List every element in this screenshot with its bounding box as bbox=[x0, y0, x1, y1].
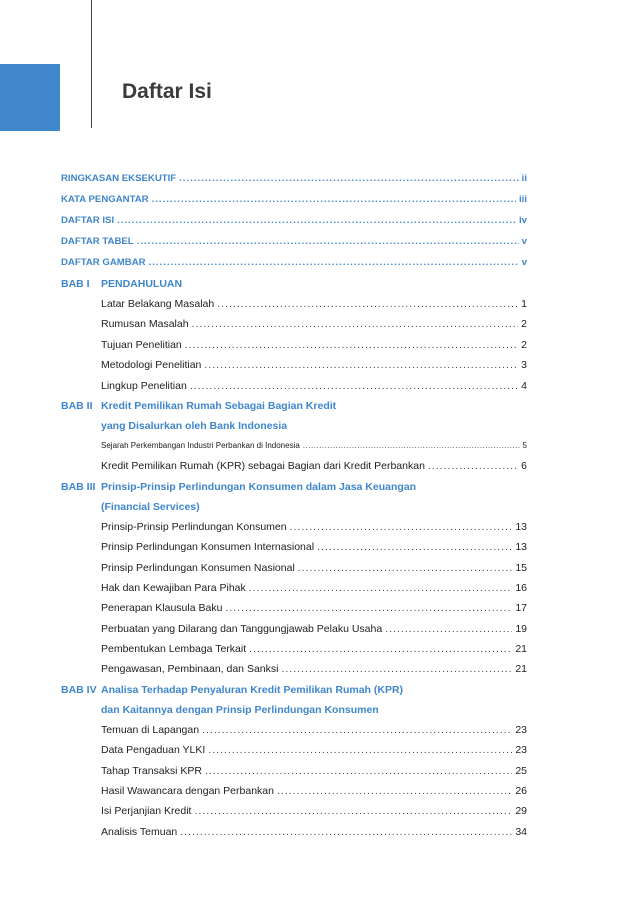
dot-leader bbox=[277, 784, 512, 798]
chapter-title: dan Kaitannya dengan Prinsip Perlindungan Konsumen bbox=[101, 703, 379, 716]
toc-section[interactable] bbox=[61, 317, 527, 337]
toc-section[interactable] bbox=[61, 622, 527, 642]
dot-leader bbox=[303, 439, 520, 453]
toc-section-page: 23 bbox=[515, 723, 527, 736]
dot-leader bbox=[204, 358, 518, 372]
toc-section[interactable] bbox=[61, 804, 527, 824]
toc-entry-label: RINGKASAN EKSEKUTIF bbox=[61, 173, 177, 184]
chapter-heading-bab-3[interactable] bbox=[61, 480, 527, 500]
toc-section-page: 23 bbox=[515, 744, 527, 757]
toc-section-page: 15 bbox=[515, 561, 527, 574]
toc-section-label: Pengawasan, Pembinaan, dan Sanksi bbox=[101, 663, 279, 676]
dot-leader bbox=[179, 172, 519, 186]
dot-leader bbox=[117, 214, 516, 228]
toc-section[interactable] bbox=[61, 743, 527, 763]
dot-leader bbox=[317, 540, 512, 554]
dot-leader bbox=[249, 642, 512, 656]
toc-section-label: Kredit Pemilikan Rumah (KPR) sebagai Bagian dari Kredit Perbankan bbox=[101, 460, 425, 473]
toc-section-page: 29 bbox=[515, 805, 527, 818]
toc-entry-label: DAFTAR ISI bbox=[61, 215, 115, 226]
toc-section-page: 17 bbox=[515, 602, 527, 615]
toc-entry-page: iii bbox=[519, 194, 527, 205]
toc-section-page: 13 bbox=[515, 520, 527, 533]
header-divider-line bbox=[91, 0, 92, 128]
dot-leader bbox=[225, 601, 512, 615]
toc-entry-page: iv bbox=[518, 215, 527, 226]
toc-section-label: Tahap Transaksi KPR bbox=[101, 764, 202, 777]
toc-section-label: Rumusan Masalah bbox=[101, 318, 189, 331]
chapter-title: (Financial Services) bbox=[101, 500, 200, 513]
toc-section-label: Isi Perjanjian Kredit bbox=[101, 805, 192, 818]
dot-leader bbox=[192, 317, 519, 331]
toc-section[interactable] bbox=[61, 825, 527, 845]
chapter-title-continued bbox=[61, 703, 527, 723]
toc-section-page: 1 bbox=[521, 298, 527, 310]
toc-entry-kata-pengantar[interactable] bbox=[61, 193, 527, 214]
dot-leader bbox=[281, 662, 512, 676]
toc-section[interactable] bbox=[61, 561, 527, 581]
dot-leader bbox=[194, 804, 512, 818]
toc-section-label: Perbuatan yang Dilarang dan Tanggungjawab Pelaku Usaha bbox=[101, 622, 383, 635]
chapter-title: Kredit Pemilikan Rumah Sebagai Bagian Kredit bbox=[101, 399, 337, 412]
dot-leader bbox=[137, 235, 519, 249]
toc-section-label: Prinsip Perlindungan Konsumen Nasional bbox=[101, 561, 295, 574]
toc-section-label: Metodologi Penelitian bbox=[101, 359, 202, 372]
toc-section-label: Tujuan Penelitian bbox=[101, 338, 182, 351]
chapter-heading-bab-1[interactable] bbox=[61, 277, 527, 297]
toc-section-page: 3 bbox=[521, 359, 527, 372]
dot-leader bbox=[149, 256, 519, 270]
toc-section[interactable] bbox=[61, 601, 527, 621]
toc-section-page: 4 bbox=[521, 379, 527, 392]
toc-section-label: Temuan di Lapangan bbox=[101, 723, 200, 736]
toc-section-label: Hak dan Kewajiban Para Pihak bbox=[101, 581, 246, 594]
dot-leader bbox=[298, 561, 513, 575]
toc-section[interactable] bbox=[61, 784, 527, 804]
table-of-contents bbox=[61, 172, 527, 845]
toc-section-label: Prinsip Perlindungan Konsumen Internasional bbox=[101, 541, 315, 554]
toc-section[interactable] bbox=[61, 338, 527, 358]
toc-section-label: Penerapan Klausula Baku bbox=[101, 602, 223, 615]
toc-section-page: 16 bbox=[515, 581, 527, 594]
dot-leader bbox=[202, 723, 512, 737]
toc-section-label: Lingkup Penelitian bbox=[101, 379, 187, 392]
chapter-number: BAB II bbox=[61, 399, 93, 412]
toc-section-label: Pembentukan Lembaga Terkait bbox=[101, 643, 247, 656]
chapter-number: BAB III bbox=[61, 480, 96, 493]
toc-entry-label: DAFTAR TABEL bbox=[61, 236, 134, 247]
toc-section-page: 21 bbox=[515, 643, 527, 656]
page-title: Daftar Isi bbox=[122, 80, 212, 103]
toc-section-page: 25 bbox=[515, 764, 527, 777]
toc-entry-label: KATA PENGANTAR bbox=[61, 194, 149, 205]
toc-section[interactable] bbox=[61, 358, 527, 378]
dot-leader bbox=[152, 193, 516, 207]
toc-section-page: 19 bbox=[515, 622, 527, 635]
chapter-title: Prinsip-Prinsip Perlindungan Konsumen dalam Jasa Keuangan bbox=[101, 480, 417, 493]
dot-leader bbox=[290, 520, 513, 534]
chapter-number: BAB IV bbox=[61, 683, 97, 696]
chapter-title: PENDAHULUAN bbox=[101, 278, 183, 290]
toc-section[interactable] bbox=[61, 439, 527, 459]
toc-entry-page: v bbox=[521, 236, 527, 247]
toc-section[interactable] bbox=[61, 723, 527, 743]
toc-section-page: 6 bbox=[521, 460, 527, 473]
toc-section-label: Prinsip-Prinsip Perlindungan Konsumen bbox=[101, 520, 287, 533]
dot-leader bbox=[428, 459, 518, 473]
chapter-heading-bab-4[interactable] bbox=[61, 683, 527, 703]
toc-section-page: 21 bbox=[515, 663, 527, 676]
dot-leader bbox=[249, 581, 513, 595]
toc-section-page: 13 bbox=[515, 541, 527, 554]
toc-entry-daftar-gambar[interactable] bbox=[61, 256, 527, 277]
toc-section[interactable] bbox=[61, 379, 527, 399]
chapter-title: Analisa Terhadap Penyaluran Kredit Pemilikan Rumah (KPR) bbox=[101, 683, 404, 696]
dot-leader bbox=[217, 297, 518, 311]
chapter-title: yang Disalurkan oleh Bank Indonesia bbox=[101, 419, 288, 432]
toc-section-page: 2 bbox=[521, 338, 527, 351]
toc-section-label: Analisis Temuan bbox=[101, 825, 178, 838]
toc-section[interactable] bbox=[61, 764, 527, 784]
toc-section[interactable] bbox=[61, 520, 527, 540]
toc-entry-ringkasan[interactable] bbox=[61, 172, 527, 193]
toc-section-label: Hasil Wawancara dengan Perbankan bbox=[101, 785, 274, 798]
dot-leader bbox=[385, 622, 512, 636]
chapter-title-continued bbox=[61, 419, 527, 439]
chapter-heading-bab-2[interactable] bbox=[61, 399, 527, 419]
toc-section-label: Latar Belakang Masalah bbox=[101, 298, 215, 310]
toc-section-page: 2 bbox=[521, 318, 527, 331]
toc-section-page: 5 bbox=[522, 440, 527, 450]
toc-section[interactable] bbox=[61, 581, 527, 601]
toc-entry-daftar-isi[interactable] bbox=[61, 214, 527, 235]
toc-section-page: 26 bbox=[515, 785, 527, 798]
dot-leader bbox=[180, 825, 512, 839]
toc-entry-page: ii bbox=[521, 173, 527, 184]
toc-entry-label: DAFTAR GAMBAR bbox=[61, 257, 146, 268]
toc-section-page: 34 bbox=[515, 825, 527, 838]
header-accent-block bbox=[0, 64, 60, 131]
toc-section[interactable] bbox=[61, 662, 527, 682]
toc-entry-daftar-tabel[interactable] bbox=[61, 235, 527, 256]
dot-leader bbox=[190, 379, 518, 393]
dot-leader bbox=[205, 764, 512, 778]
toc-section[interactable] bbox=[61, 297, 527, 317]
toc-entry-page: v bbox=[521, 257, 527, 268]
toc-section[interactable] bbox=[61, 642, 527, 662]
toc-section[interactable] bbox=[61, 540, 527, 560]
chapter-number: BAB I bbox=[61, 278, 90, 290]
toc-section-label: Sejarah Perkembangan Industri Perbankan di Indonesia bbox=[101, 440, 300, 450]
dot-leader bbox=[208, 743, 512, 757]
chapter-title-continued bbox=[61, 500, 527, 520]
toc-section[interactable] bbox=[61, 459, 527, 479]
toc-section-label: Data Pengaduan YLKI bbox=[101, 744, 206, 757]
dot-leader bbox=[185, 338, 518, 352]
